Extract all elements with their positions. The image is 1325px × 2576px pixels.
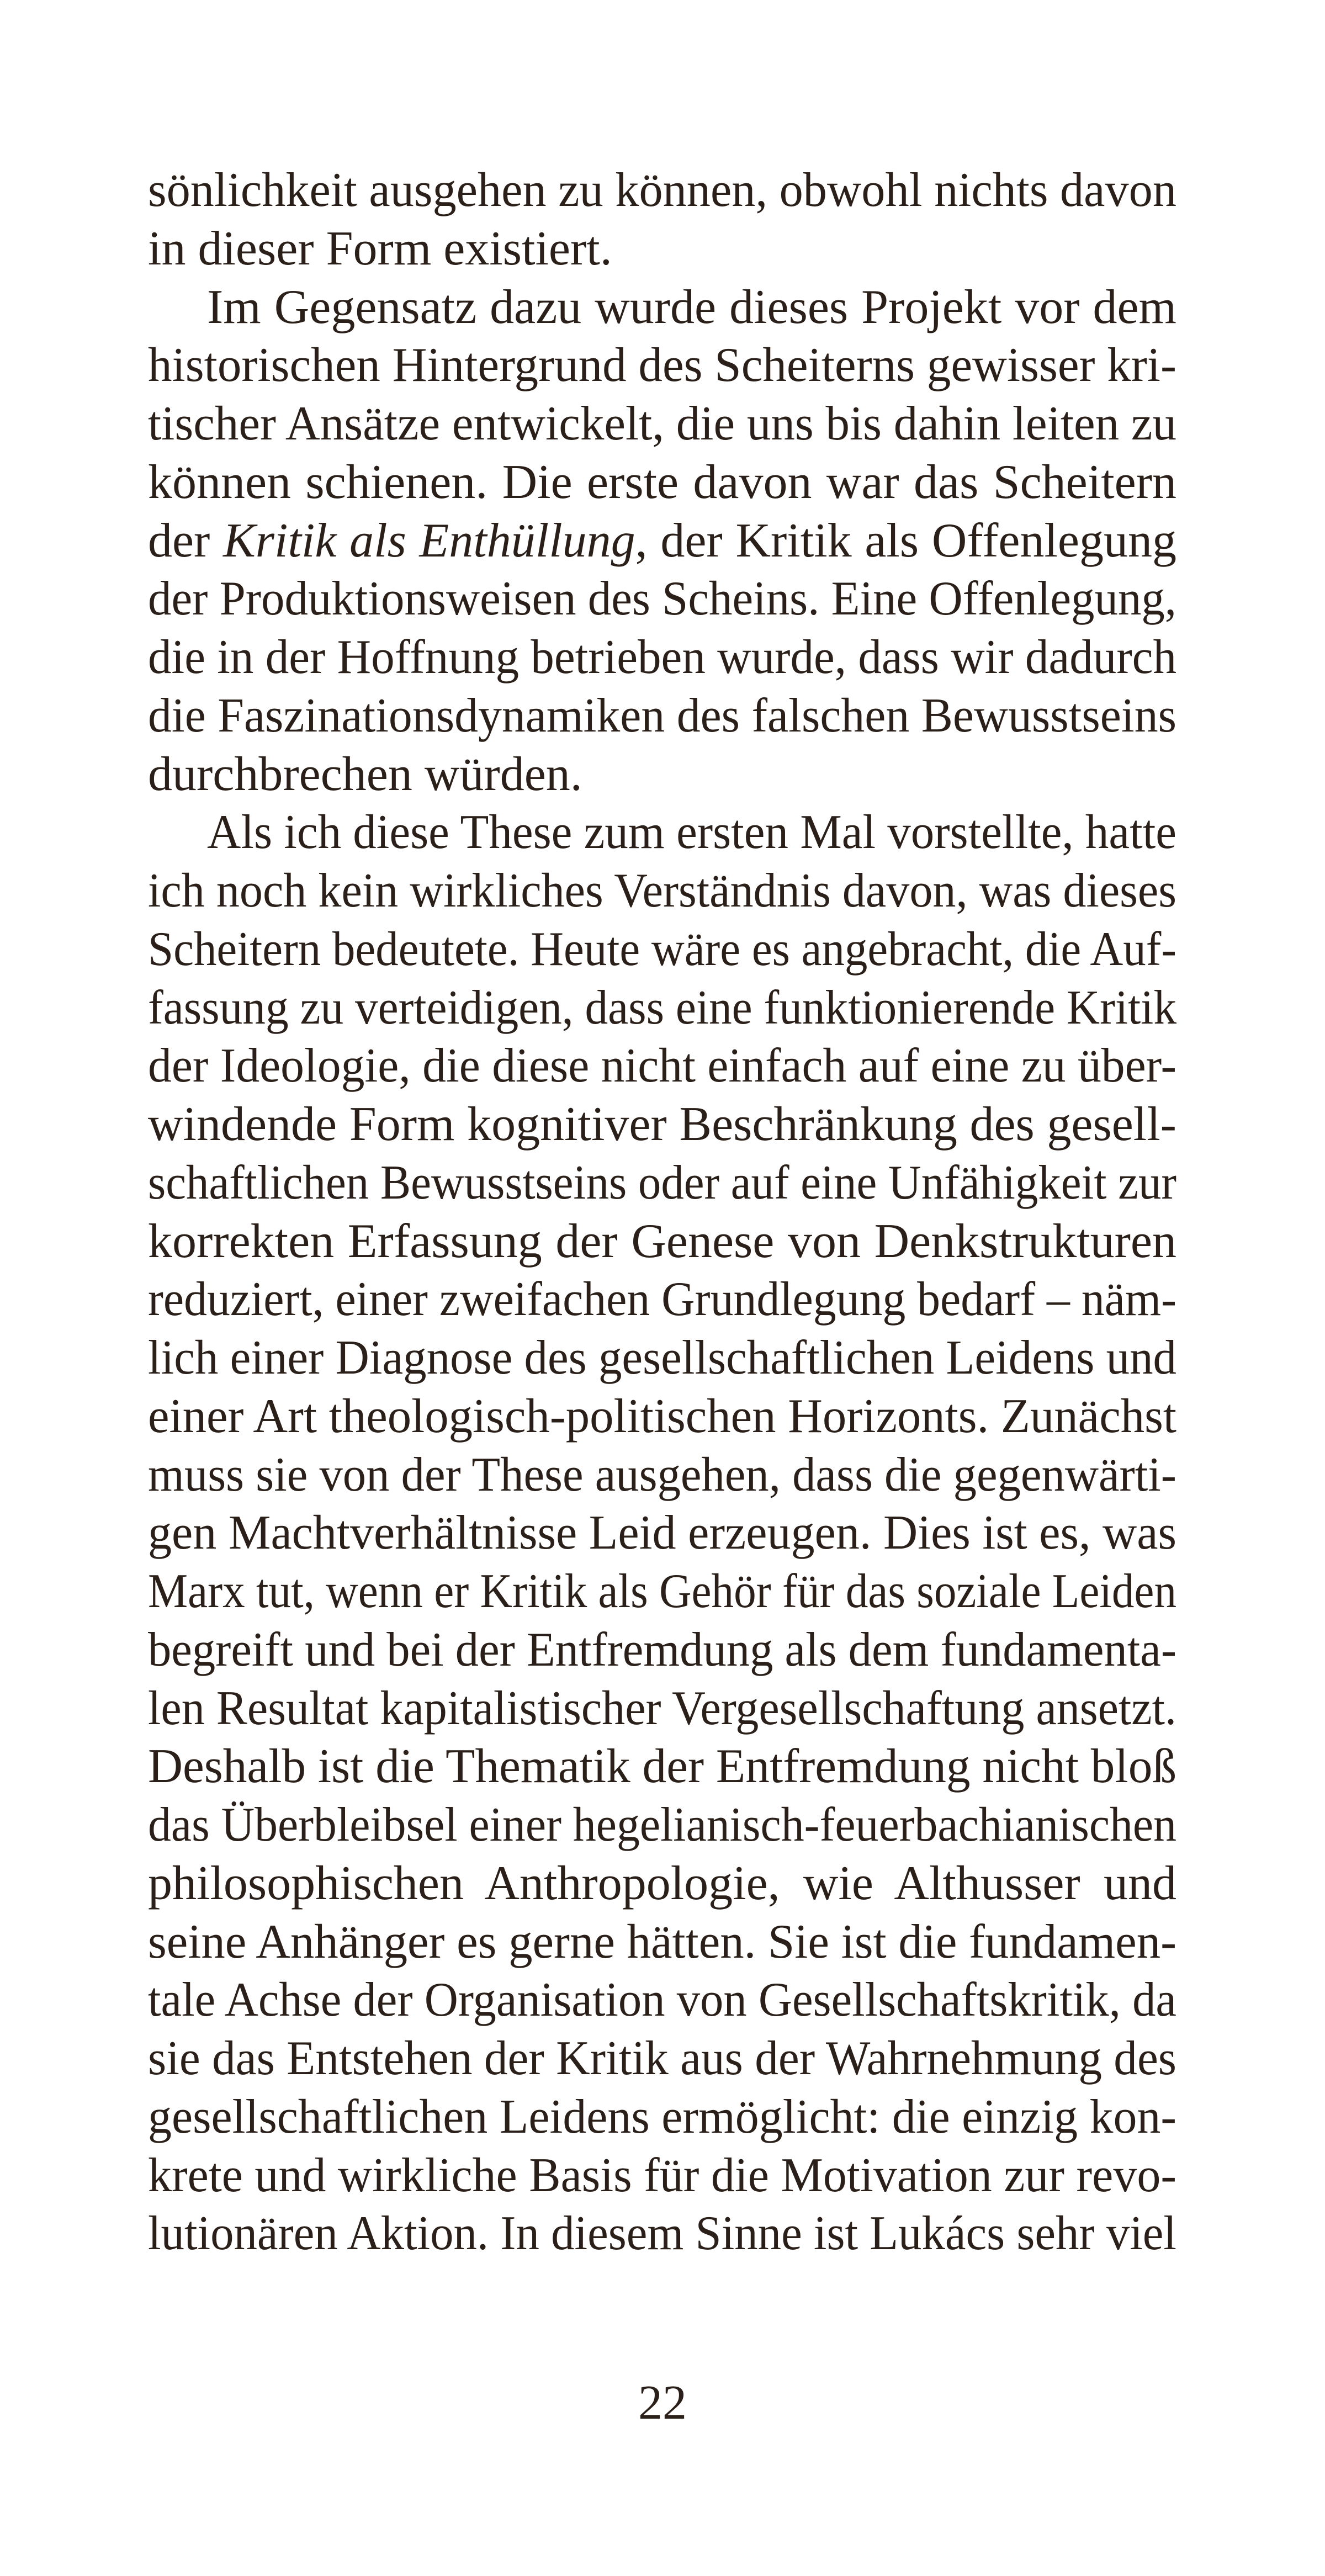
text-line [148,453,1176,512]
text-line [148,2204,1176,2263]
text-line-content: Im Gegensatz dazu wurde dieses Projekt vor dem [207,280,1176,334]
text-line-content: lich einer Diagnose des gesellschaftlichen Leidens und [148,1331,1176,1385]
text-line-content: fassung zu verteidigen, dass eine funktionierende Kritik [148,980,1176,1035]
text-line [148,161,1176,220]
text-line-content: krete und wirkliche Basis für die Motivation zur revo- [148,2148,1176,2202]
text-line [148,1095,1176,1154]
text-line-content: sie das Entstehen der Kritik aus der Wahrnehmung des [148,2032,1176,2085]
text-line [148,1329,1176,1387]
text-line [148,2146,1176,2205]
page-number: 22 [638,2376,687,2430]
text-line-content: die in der Hoffnung betrieben wurde, dass wir dadurch [148,630,1176,684]
text-line [148,220,1176,278]
text-line [148,1037,1176,1095]
text-line [148,512,1176,570]
text-line-content: historischen Hintergrund des Scheiterns gewisser kri- [148,338,1176,393]
text-line-content: philosophischen Anthropologie, wie Althusser und [148,1856,1176,1910]
text-line [148,1504,1176,1562]
text-line [148,2029,1176,2088]
text-line [148,336,1176,395]
text-line [148,1270,1176,1329]
text-line [148,1971,1176,2029]
text-line-content: Scheitern bedeutete. Heute wäre es angebracht, die Auf- [148,922,1176,976]
text-line-content: muss sie von der These ausgehen, dass die gegenwärti- [148,1448,1176,1502]
text-line-content: ich noch kein wirkliches Verständnis davon, was dieses [148,864,1176,918]
text-line-content: durchbrechen würden. [148,747,582,801]
text-line-content: lutionären Aktion. In diesem Sinne ist Lukács sehr viel [148,2207,1176,2261]
text-line [148,1212,1176,1271]
text-line-content: der Produktionsweisen des Scheins. Eine Offenlegung, [148,572,1176,626]
text-line [148,862,1176,920]
text-line-content: Als ich diese These zum ersten Mal vorstellte, hatte [207,805,1176,860]
text-line [148,278,1176,337]
text-line [148,1737,1176,1796]
text-line-content: Deshalb ist die Thematik der Entfremdung nicht bloß [148,1740,1176,1794]
text-line-content: das Überbleibsel einer hegelianisch-feuerbachianischen [148,1798,1176,1852]
text-line [148,628,1176,687]
italic-phrase: Kritik als Enthüllung [223,513,635,568]
text-line-content: seine Anhänger es gerne hätten. Sie ist die fundamen- [148,1915,1176,1969]
text-line [148,1854,1176,1913]
text-line-content: einer Art theologisch-politischen Horizonts. Zunächst [148,1389,1176,1443]
text-line-content: begreift und bei der Entfremdung als dem fundamenta- [148,1623,1176,1677]
text-line [148,920,1176,979]
text-line-content: die Faszinationsdynamiken des falschen Bewusstseins [148,688,1176,743]
text-line-content: tischer Ansätze entwickelt, die uns bis dahin leiten zu [148,397,1176,450]
text-line [148,1621,1176,1679]
text-line-content: gen Machtverhältnisse Leid erzeugen. Dies ist es, was [148,1506,1176,1560]
text-line [148,2088,1176,2146]
text-line [148,979,1176,1037]
text-line-content: tale Achse der Organisation von Gesellschaftskritik, da [148,1973,1176,2027]
text-segment: der [148,513,224,568]
text-line-content: reduziert, einer zweifachen Grundlegung bedarf – näm- [148,1273,1176,1327]
text-segment: , der Kritik als Offenlegung [635,513,1176,568]
text-line [148,1387,1176,1446]
text-line-content: Marx tut, wenn er Kritik als Gehör für das soziale Leiden [148,1565,1176,1618]
text-line [148,1679,1176,1738]
text-line [148,1446,1176,1504]
text-line [148,745,1176,804]
text-line-content: korrekten Erfassung der Genese von Denkstrukturen [148,1214,1176,1268]
text-line [148,395,1176,453]
text-line [148,1154,1176,1212]
text-line [148,687,1176,745]
text-line [148,1796,1176,1854]
text-line-content: sönlichkeit ausgehen zu können, obwohl nichts davon [148,163,1176,217]
text-line-content: len Resultat kapitalistischer Vergesellschaftung ansetzt. [148,1681,1176,1735]
text-line-content: windende Form kognitiver Beschränkung des gesell- [148,1098,1176,1151]
text-line [148,570,1176,628]
text-line [148,1913,1176,1971]
text-line-content: gesellschaftlichen Leidens ermöglicht: die einzig kon- [148,2090,1176,2144]
text-line-content: können schienen. Die erste davon war das Scheitern [148,455,1176,509]
text-line [148,1562,1176,1621]
body-text [148,161,1176,2263]
text-line-content: in dieser Form existiert. [148,221,612,275]
text-line-content [148,512,1176,570]
text-line-content: schaftlichen Bewusstseins oder auf eine Unfähigkeit zur [148,1156,1176,1210]
text-line-content: der Ideologie, die diese nicht einfach auf eine zu über- [148,1039,1176,1093]
text-line [148,803,1176,862]
